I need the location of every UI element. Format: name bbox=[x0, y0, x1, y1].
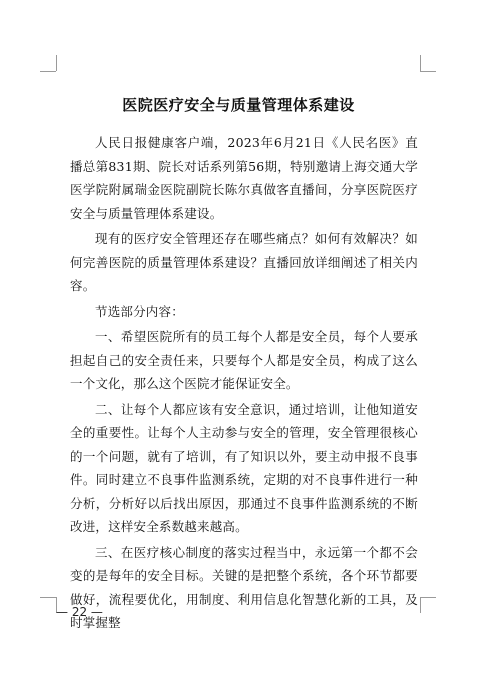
paragraph-point-three: 三、在医疗核心制度的落实过程当中，永远第一个都不会变的是每年的安全目标。关键的是把整个系统，各个环节都要做好，流程要优化，用制度、利用信息化智慧化新的工具，及时掌握整 bbox=[70, 544, 418, 630]
document-body bbox=[70, 131, 418, 637]
crop-mark-bottom-right-h bbox=[420, 597, 436, 598]
crop-mark-bottom-right-v bbox=[420, 597, 421, 613]
paragraph-point-one: 一、希望医院所有的员工每个人都是安全员，每个人要承担起自己的安全责任来，只要每个人都是安全员，构成了这么一个文化，那么这个医院才能保证安全。 bbox=[70, 329, 418, 391]
paragraph-point-two: 二、让每个人都应该有安全意识，通过培训，让他知道安全的重要性。让每个人主动参与安全的管理，安全管理很核心的一个问题，就有了培训，有了知识以外，要主动申报不良事件。同时建立不良事件监测系统，定期的对不良事件进行一种分析，分析好以后找出原因，那通过不良事件监测系统的不断改进，这样安全系数越来越高。 bbox=[70, 401, 418, 534]
paragraph-excerpt-heading: 节选部分内容： bbox=[95, 303, 184, 319]
crop-mark-bottom-left-h bbox=[40, 597, 56, 598]
crop-mark-top-right-h bbox=[420, 71, 436, 72]
paragraph-intro: 人民日报健康客户端，2023年6月21日《人民名医》直播总第831期、院长对话系列第56期，特别邀请上海交通大学医学院附属瑞金医院副院长陈尔真做客直播间，分享医院医疗安全与质量管理体系建设。 bbox=[70, 135, 418, 221]
document-title: 医院医疗安全与质量管理体系建设 bbox=[122, 96, 355, 114]
crop-mark-top-right-v bbox=[420, 55, 421, 71]
paragraph-questions: 现有的医疗安全管理还存在哪些痛点？如何有效解决？如何完善医院的质量管理体系建设？直播回放详细阐述了相关内容。 bbox=[70, 231, 418, 293]
page-number: — 22 — bbox=[56, 605, 103, 619]
crop-mark-top-left-v bbox=[56, 55, 57, 71]
crop-mark-top-left-h bbox=[40, 71, 56, 72]
